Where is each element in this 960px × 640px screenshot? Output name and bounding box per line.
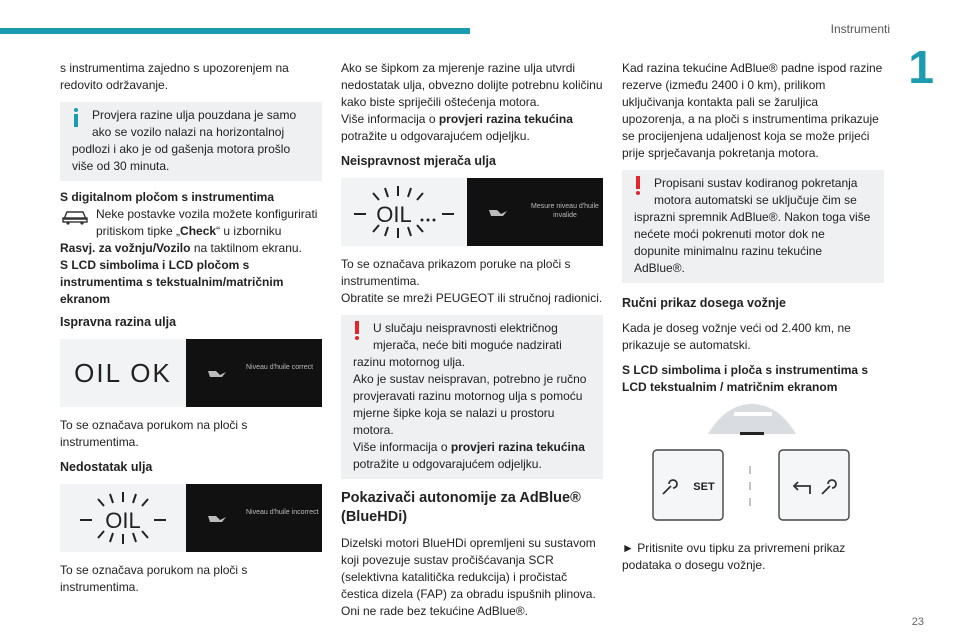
oil-fault-display <box>341 178 603 246</box>
info-icon <box>74 108 78 128</box>
warning-first-line: Propisani sustav kodiranog pokretanja motora automatski se uključuje čim se <box>654 176 858 207</box>
msg-invalid: Mesure niveau d'huile invalide <box>531 203 599 219</box>
digital-heading: S digitalnom pločom s instrumentima <box>60 190 275 204</box>
oil-text: OIL <box>105 508 141 533</box>
digital-text <box>96 206 322 240</box>
warning-line-2: razinu motornog ulja. <box>353 355 466 369</box>
manual-heading: Ručni prikaz dosega vožnje <box>622 296 786 310</box>
adblue-text: Dizelski motori BlueHDi opremljeni su sustavom koji povezuje sustav pročišćavanja SCR (selektivna katalitička redukcija) i pročistač čestica dizela (FAP) za obradu ispušnih plinova. Oni ne rade bez tekućine AdBlue®. <box>341 536 596 618</box>
fault-heading: Neispravnost mjerača ulja <box>341 154 496 168</box>
intro-a <box>341 60 603 145</box>
car-icon <box>60 206 90 226</box>
msg-incorrect: Niveau d'huile incorrect <box>246 509 319 516</box>
menu-label: Rasvj. za vožnju/Vozilo <box>60 241 191 255</box>
digital-text-c: na taktilnom ekranu. <box>190 241 302 255</box>
column-2 <box>341 60 603 628</box>
warning-line-4a: Više informacija o <box>353 440 451 454</box>
warning-line-4 <box>353 439 593 473</box>
correct-text: To se označava porukom na ploči s instrumentima. <box>60 418 248 449</box>
oil-can-icon <box>206 367 230 379</box>
oil-can-icon <box>206 512 230 524</box>
column-1 <box>60 60 322 604</box>
info-rest: podlozi i ako je od gašenja motora prošlo više od 30 minuta. <box>72 142 291 173</box>
oil-fault-matrix <box>467 178 603 246</box>
chapter-number: 1 <box>908 41 934 93</box>
intro-a-text: Ako se šipkom za mjerenje razine ulja utvrdi nedostatak ulja, obvezno dolijte potrebnu količinu kako biste spriječili oštećenja motora. <box>341 61 603 109</box>
correct-heading: Ispravna razina ulja <box>60 315 177 329</box>
range-keys-illustration <box>622 404 884 534</box>
oil-missing-matrix <box>186 484 322 552</box>
lcd-heading: S LCD simbolima i ploča s instrumentima s LCD tekstualnim / matričnim ekranom <box>622 363 869 394</box>
intro-c-text: potražite u odgovarajućem odjeljku. <box>341 129 530 143</box>
warning-box-2 <box>622 170 884 283</box>
info-first-line: Provjera razine ulja pouzdana je samo ako se vozilo nalazi na horizontalnoj <box>92 108 297 139</box>
check-label: Check <box>180 224 217 238</box>
warning-line-4c: potražite u odgovarajućem odjeljku. <box>353 457 542 471</box>
warning-icon <box>636 176 640 196</box>
missing-heading: Nedostatak ulja <box>60 460 153 474</box>
dashboard-icon <box>622 404 884 534</box>
warning-rest: isprazni spremnik AdBlue®. Nakon toga više nećete moći pokrenuti motor dok ne dopunite minimalnu razinu tekućine AdBlue®. <box>634 210 871 275</box>
adblue-heading: Pokazivači autonomije za AdBlue® (BlueHDi) <box>341 490 581 525</box>
oil-missing-lcd <box>60 484 186 552</box>
lcd-heading: S LCD simbolima i LCD pločom s instrumentima s tekstualnim/matričnim ekranom <box>60 258 284 306</box>
oil-ok-text: OIL OK <box>74 357 172 388</box>
header-bar <box>0 28 470 34</box>
digital-text-2 <box>60 240 322 257</box>
warning-line-4-bold: provjeri razina tekućina <box>450 440 585 454</box>
oil-ok-matrix <box>186 339 322 407</box>
press-text: ► Pritisnite ovu tipku za privremeni prikaz podataka o dosegu vožnje. <box>622 541 846 572</box>
warning-first-line: U slučaju neispravnosti električnog mjerača, neće biti moguće nadzirati <box>373 321 562 352</box>
oil-missing-display <box>60 484 322 552</box>
warning-icon <box>355 321 359 341</box>
intro-text: s instrumentima zajedno s upozorenjem na redovito održavanje. <box>60 61 289 92</box>
oil-dots-icon <box>346 182 462 242</box>
info-box <box>60 102 322 181</box>
intro-b-text: Više informacija o <box>341 112 439 126</box>
manual-text: Kada je doseg vožnje veći od 2.400 km, ne prikazuje se automatski. <box>622 321 851 352</box>
fault-text-b: Obratite se mreži PEUGEOT ili stručnoj radionici. <box>341 291 603 305</box>
oil-can-icon <box>487 206 511 218</box>
set-label: SET <box>693 481 715 493</box>
digital-config <box>60 206 322 240</box>
digital-text-b: “ u izborniku <box>216 224 282 238</box>
oil-ok-display <box>60 339 322 407</box>
missing-text: To se označava porukom na ploči s instrumentima. <box>60 563 248 594</box>
column-3 <box>622 60 884 582</box>
adblue-intro: Kad razina tekućine AdBlue® padne ispod razine rezerve (između 2400 i 0 km), prilikom uključivanja kontakta pali se žaruljica upozorenja, a na ploči s instrumentima prikazuje se procijenjena udaljenost koja se može prijeći prije sprječavanja pokretanja motora. <box>622 61 883 160</box>
oil-ok-lcd <box>60 339 186 407</box>
section-title: Instrumenti <box>830 22 890 36</box>
oil-fault-lcd <box>341 178 467 246</box>
intro-bold-text: provjeri razina tekućina <box>438 112 573 126</box>
oil-text: OIL <box>376 202 412 227</box>
page-number: 23 <box>911 616 924 628</box>
msg-correct: Niveau d'huile correct <box>246 364 314 371</box>
fault-text-a: To se označava prikazom poruke na ploči s instrumentima. <box>341 257 571 288</box>
warning-box <box>341 315 603 479</box>
digital-text-a: Neke postavke vozila možete konfigurirati pritiskom tipke „ <box>96 207 318 238</box>
fault-text <box>341 256 603 307</box>
warning-line-3: Ako je sustav neispravan, potrebno je ručno provjeravati razinu motornog ulja s pomoću mjerne šipke koja se nalazi u prostoru motora. <box>353 372 587 437</box>
oil-flash-icon <box>68 488 178 548</box>
